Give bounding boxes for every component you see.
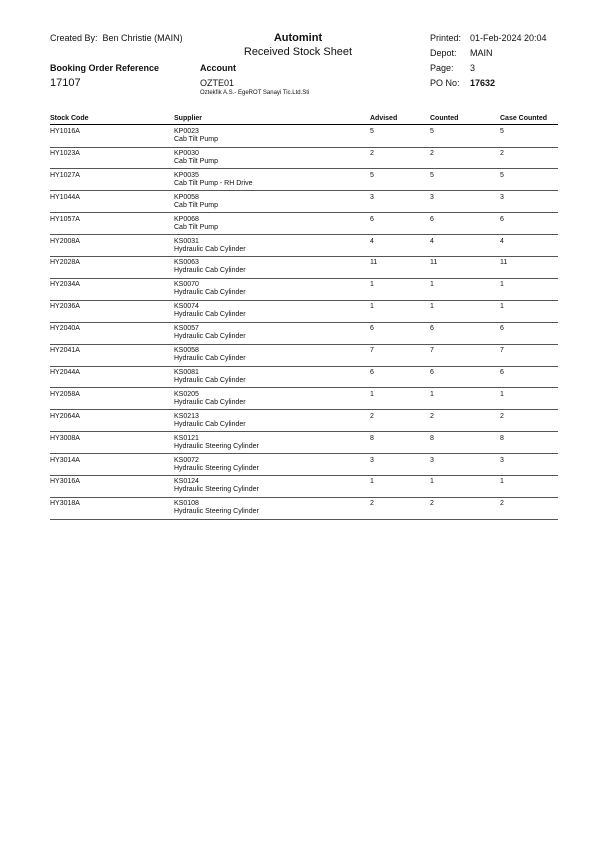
row-divider (50, 431, 558, 432)
stock-code-cell: HY2064A (50, 412, 80, 420)
account-name: Oztekfik A.S.- EgeROT Sanayi Tic.Ltd.Sti (200, 90, 310, 96)
supplier-code-cell: KS0070 (174, 281, 199, 289)
row-divider (50, 453, 558, 454)
case-counted-cell: 6 (500, 325, 504, 333)
counted-cell: 6 (430, 325, 434, 333)
description-cell: Hydraulic Cab Cylinder (174, 267, 246, 275)
row-divider (50, 212, 558, 213)
row-divider (50, 475, 558, 476)
advised-cell: 3 (370, 456, 374, 464)
printed-label: Printed: (430, 33, 462, 43)
advised-cell: 11 (370, 259, 378, 267)
description-cell: Cab Tilt Pump (174, 136, 218, 143)
col-case-counted: Case Counted (500, 115, 548, 122)
supplier-code-cell: KS0057 (174, 325, 199, 333)
account-code: OZTE01 (200, 78, 235, 88)
advised-cell: 3 (370, 193, 374, 201)
counted-cell: 2 (430, 412, 434, 420)
supplier-code-cell: KS0063 (174, 259, 199, 267)
created-by (50, 33, 183, 43)
stock-code-cell: HY2058A (50, 390, 80, 398)
case-counted-cell: 2 (500, 412, 504, 420)
counted-cell: 1 (430, 478, 434, 486)
description-cell: Hydraulic Cab Cylinder (174, 245, 246, 253)
description-cell: Hydraulic Steering Cylinder (174, 486, 259, 494)
counted-cell: 4 (430, 237, 434, 245)
counted-cell: 2 (430, 500, 434, 508)
supplier-code-cell: KS0081 (174, 368, 199, 376)
case-counted-cell: 2 (500, 500, 504, 508)
booking-order-value: 17107 (50, 77, 81, 89)
description-cell: Hydraulic Cab Cylinder (174, 420, 246, 428)
case-counted-cell: 11 (500, 259, 508, 267)
row-divider (50, 256, 558, 257)
case-counted-cell: 5 (500, 171, 504, 179)
counted-cell: 5 (430, 128, 434, 135)
stock-code-cell: HY2036A (50, 303, 80, 311)
stock-code-cell: HY1044A (50, 193, 80, 201)
case-counted-cell: 7 (500, 347, 504, 354)
stock-code-cell: HY2044A (50, 368, 80, 376)
counted-cell: 3 (430, 456, 434, 464)
case-counted-cell: 3 (500, 193, 504, 201)
row-divider (50, 409, 558, 410)
sheet-title: Received Stock Sheet (243, 46, 353, 58)
row-divider (50, 278, 558, 279)
case-counted-cell: 1 (500, 478, 504, 486)
supplier-code-cell: KP0023 (174, 128, 199, 135)
description-cell: Hydraulic Cab Cylinder (174, 311, 246, 319)
advised-cell: 4 (370, 237, 374, 245)
row-divider (50, 387, 558, 388)
stock-code-cell: HY2028A (50, 259, 80, 267)
case-counted-cell: 1 (500, 390, 504, 398)
stock-code-cell: HY1027A (50, 171, 80, 179)
case-counted-cell: 5 (500, 128, 504, 135)
advised-cell: 5 (370, 171, 374, 179)
row-divider (50, 344, 558, 345)
row-divider (50, 519, 558, 520)
case-counted-cell: 6 (500, 215, 504, 223)
description-cell: Cab Tilt Pump (174, 201, 218, 209)
created-by-value: Ben Christie (MAIN) (102, 33, 183, 43)
po-label: PO No: (430, 78, 460, 88)
supplier-code-cell: KS0058 (174, 347, 199, 354)
stock-code-cell: HY1057A (50, 215, 80, 223)
advised-cell: 1 (370, 281, 374, 289)
advised-cell: 2 (370, 500, 374, 508)
advised-cell: 6 (370, 368, 374, 376)
advised-cell: 1 (370, 390, 374, 398)
stock-code-cell: HY2040A (50, 325, 80, 333)
advised-cell: 2 (370, 149, 374, 157)
row-divider (50, 147, 558, 148)
advised-cell: 8 (370, 434, 374, 442)
description-cell: Hydraulic Steering Cylinder (174, 508, 259, 516)
stock-code-cell: HY3016A (50, 478, 80, 486)
counted-cell: 8 (430, 434, 434, 442)
col-counted: Counted (430, 115, 459, 122)
col-stock-code: Stock Code (50, 115, 89, 122)
case-counted-cell: 2 (500, 149, 504, 157)
po-value: 17632 (470, 78, 496, 88)
counted-cell: 11 (430, 259, 438, 267)
counted-cell: 6 (430, 215, 434, 223)
supplier-code-cell: KS0072 (174, 456, 199, 464)
description-cell: Hydraulic Steering Cylinder (174, 464, 259, 472)
case-counted-cell: 4 (500, 237, 504, 245)
advised-cell: 7 (370, 347, 374, 354)
description-cell: Hydraulic Steering Cylinder (174, 442, 259, 450)
printed-value: 01-Feb-2024 20:04 (470, 33, 547, 43)
depot-value: MAIN (470, 48, 493, 58)
stock-code-cell: HY2034A (50, 281, 80, 289)
counted-cell: 1 (430, 390, 434, 398)
supplier-code-cell: KS0213 (174, 412, 199, 420)
description-cell: Hydraulic Cab Cylinder (174, 376, 246, 384)
counted-cell: 7 (430, 347, 434, 354)
created-by-label: Created By: (50, 33, 98, 43)
row-divider (50, 168, 558, 169)
advised-cell: 6 (370, 325, 374, 333)
booking-order-label: Booking Order Reference (50, 63, 160, 73)
advised-cell: 6 (370, 215, 374, 223)
row-divider (50, 322, 558, 323)
header-rule (50, 124, 558, 125)
row-divider (50, 497, 558, 498)
counted-cell: 1 (430, 281, 434, 289)
supplier-code-cell: KP0058 (174, 193, 199, 201)
row-divider (50, 366, 558, 367)
description-cell: Hydraulic Cab Cylinder (174, 398, 246, 406)
supplier-code-cell: KP0030 (174, 149, 199, 157)
page-label: Page: (430, 63, 454, 73)
description-cell: Cab Tilt Pump (174, 157, 218, 165)
row-divider (50, 300, 558, 301)
case-counted-cell: 3 (500, 456, 504, 464)
description-cell: Hydraulic Cab Cylinder (174, 333, 246, 341)
case-counted-cell: 8 (500, 434, 504, 442)
case-counted-cell: 6 (500, 368, 504, 376)
stock-code-cell: HY3014A (50, 456, 80, 464)
advised-cell: 5 (370, 128, 374, 135)
supplier-code-cell: KS0205 (174, 390, 199, 398)
counted-cell: 1 (430, 303, 434, 311)
col-advised: Advised (370, 115, 398, 122)
depot-label: Depot: (430, 48, 457, 58)
row-divider (50, 234, 558, 235)
supplier-code-cell: KS0031 (174, 237, 199, 245)
counted-cell: 6 (430, 368, 434, 376)
page-value: 3 (470, 63, 476, 73)
advised-cell: 2 (370, 412, 374, 420)
description-cell: Hydraulic Cab Cylinder (174, 355, 246, 362)
counted-cell: 2 (430, 149, 434, 157)
stock-code-cell: HY1016A (50, 128, 80, 135)
stock-code-cell: HY3008A (50, 434, 80, 442)
case-counted-cell: 1 (500, 303, 504, 311)
counted-cell: 5 (430, 171, 434, 179)
description-cell: Hydraulic Cab Cylinder (174, 289, 246, 297)
advised-cell: 1 (370, 478, 374, 486)
supplier-code-cell: KP0068 (174, 215, 199, 223)
company-name: Automint (273, 32, 323, 44)
supplier-code-cell: KP0035 (174, 171, 199, 179)
supplier-code-cell: KS0108 (174, 500, 199, 508)
counted-cell: 3 (430, 193, 434, 201)
description-cell: Cab Tilt Pump - RH Drive (174, 179, 253, 187)
advised-cell: 1 (370, 303, 374, 311)
supplier-code-cell: KS0074 (174, 303, 199, 311)
row-divider (50, 190, 558, 191)
stock-code-cell: HY3018A (50, 500, 80, 508)
account-label: Account (200, 63, 236, 73)
stock-code-cell: HY2008A (50, 237, 80, 245)
supplier-code-cell: KS0124 (174, 478, 199, 486)
stock-code-cell: HY1023A (50, 149, 80, 157)
description-cell: Cab Tilt Pump (174, 223, 218, 231)
case-counted-cell: 1 (500, 281, 504, 289)
stock-code-cell: HY2041A (50, 347, 80, 354)
col-supplier: Supplier (174, 115, 203, 122)
supplier-code-cell: KS0121 (174, 434, 199, 442)
